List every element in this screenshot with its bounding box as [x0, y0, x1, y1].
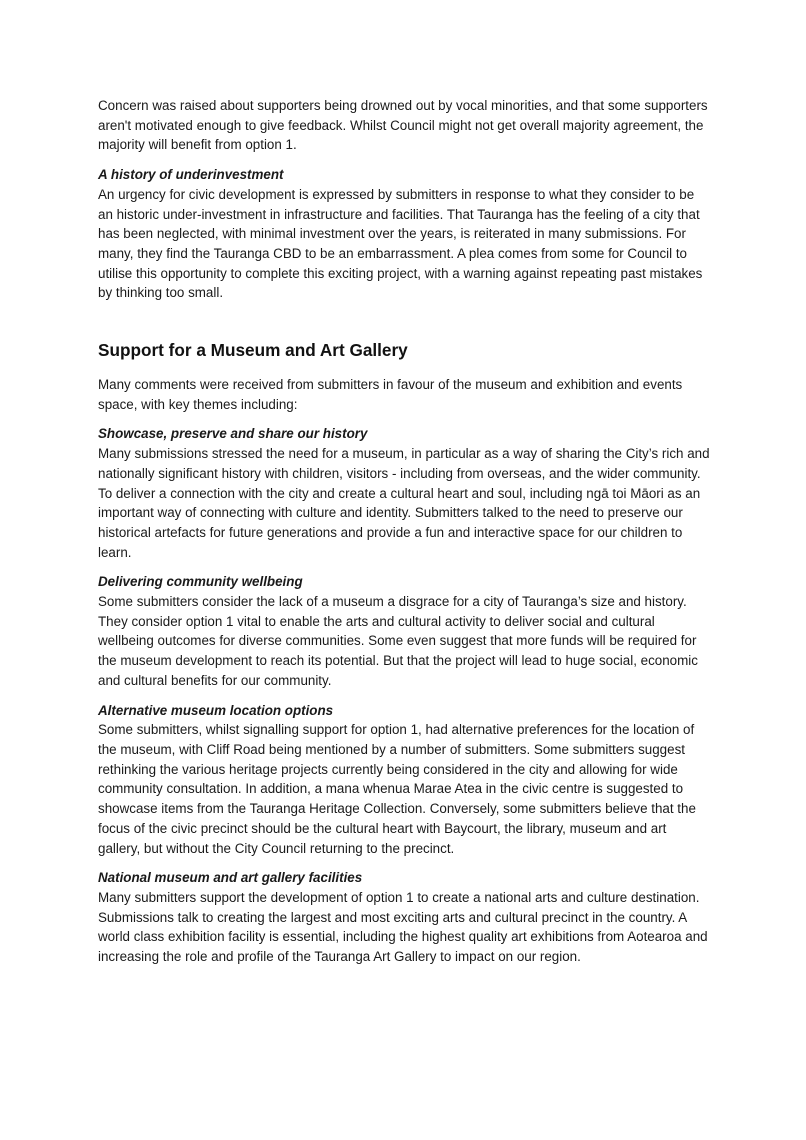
theme-paragraph: Some submitters, whilst signalling support for option 1, had alternative preferences for the location of the museum, with Cliff Road being mentioned by a number of submitters. Some submitters suggest rethinking the various heritage projects currently being considered in the city and allowing for wide community consultation. In addition, a mana whenua Marae Atea in the civic centre is suggested to showcase items from the Tauranga Heritage Collection. Conversely, some submitters believe that the focus of the civic precinct should be the cultural heart with Baycourt, the library, museum and art gallery, but without the City Council returning to the precinct. [98, 722, 696, 856]
section-title: Support for a Museum and Art Gallery [98, 340, 408, 361]
section-intro-paragraph: Many comments were received from submitters in favour of the museum and exhibition and events space, with key themes including: [98, 377, 683, 412]
theme-heading: Showcase, preserve and share our history [98, 426, 368, 442]
theme-heading: Delivering community wellbeing [98, 574, 303, 590]
theme-heading: Alternative museum location options [98, 702, 334, 718]
underinvestment-paragraph: An urgency for civic development is expressed by submitters in response to what they consider to be an historic under-investment in infrastructure and facilities. That Tauranga has the feeling of a city that has been neglected, with minimal investment over the years, is reiterated in many submissions. For many, they find the Tauranga CBD to be an embarrassment. A plea comes from some for Council to utilise this opportunity to complete this exciting project, with a warning against repeating past mistakes by thinking too small. [98, 186, 703, 301]
theme-heading: National museum and art gallery facilities [98, 870, 363, 886]
theme-paragraph: Some submitters consider the lack of a museum a disgrace for a city of Tauranga’s size and history. They consider option 1 vital to enable the arts and cultural activity to deliver social and cultural wellbeing outcomes for diverse communities. Some even suggest that more funds will be required for the museum development to reach its potential. But that the project will lead to huge social, economic and cultural benefits for our community. [98, 594, 698, 688]
theme-location-block [98, 701, 712, 859]
theme-wellbeing-block [98, 572, 712, 690]
underinvestment-block [98, 165, 712, 303]
theme-national-block [98, 868, 712, 967]
document-page [98, 96, 712, 977]
underinvestment-heading: A history of underinvestment [98, 167, 284, 183]
theme-paragraph: Many submissions stressed the need for a museum, in particular as a way of sharing the City’s rich and nationally significant history with children, visitors - including from overseas, and the wider community. To deliver a connection with the city and create a cultural heart and soul, including ngā toi Māori as an important way of connecting with culture and identity. Submitters talked to the need to preserve our historical artefacts for future generations and provide a fun and interactive space for our children to learn. [98, 446, 710, 560]
intro-paragraph: Concern was raised about supporters being drowned out by vocal minorities, and that some supporters aren't motivated enough to give feedback. Whilst Council might not get overall majority agreement, the majority will benefit from option 1. [98, 98, 708, 153]
intro-block [98, 96, 712, 155]
section-intro-block [98, 375, 712, 414]
theme-showcase-block [98, 424, 712, 562]
theme-paragraph: Many submitters support the development of option 1 to create a national arts and culture destination. Submissions talk to creating the largest and most exciting arts and cultural precinct in the country. A world class exhibition facility is essential, including the highest quality art exhibitions from Aotearoa and increasing the role and profile of the Tauranga Art Gallery to impact on our region. [98, 889, 708, 965]
